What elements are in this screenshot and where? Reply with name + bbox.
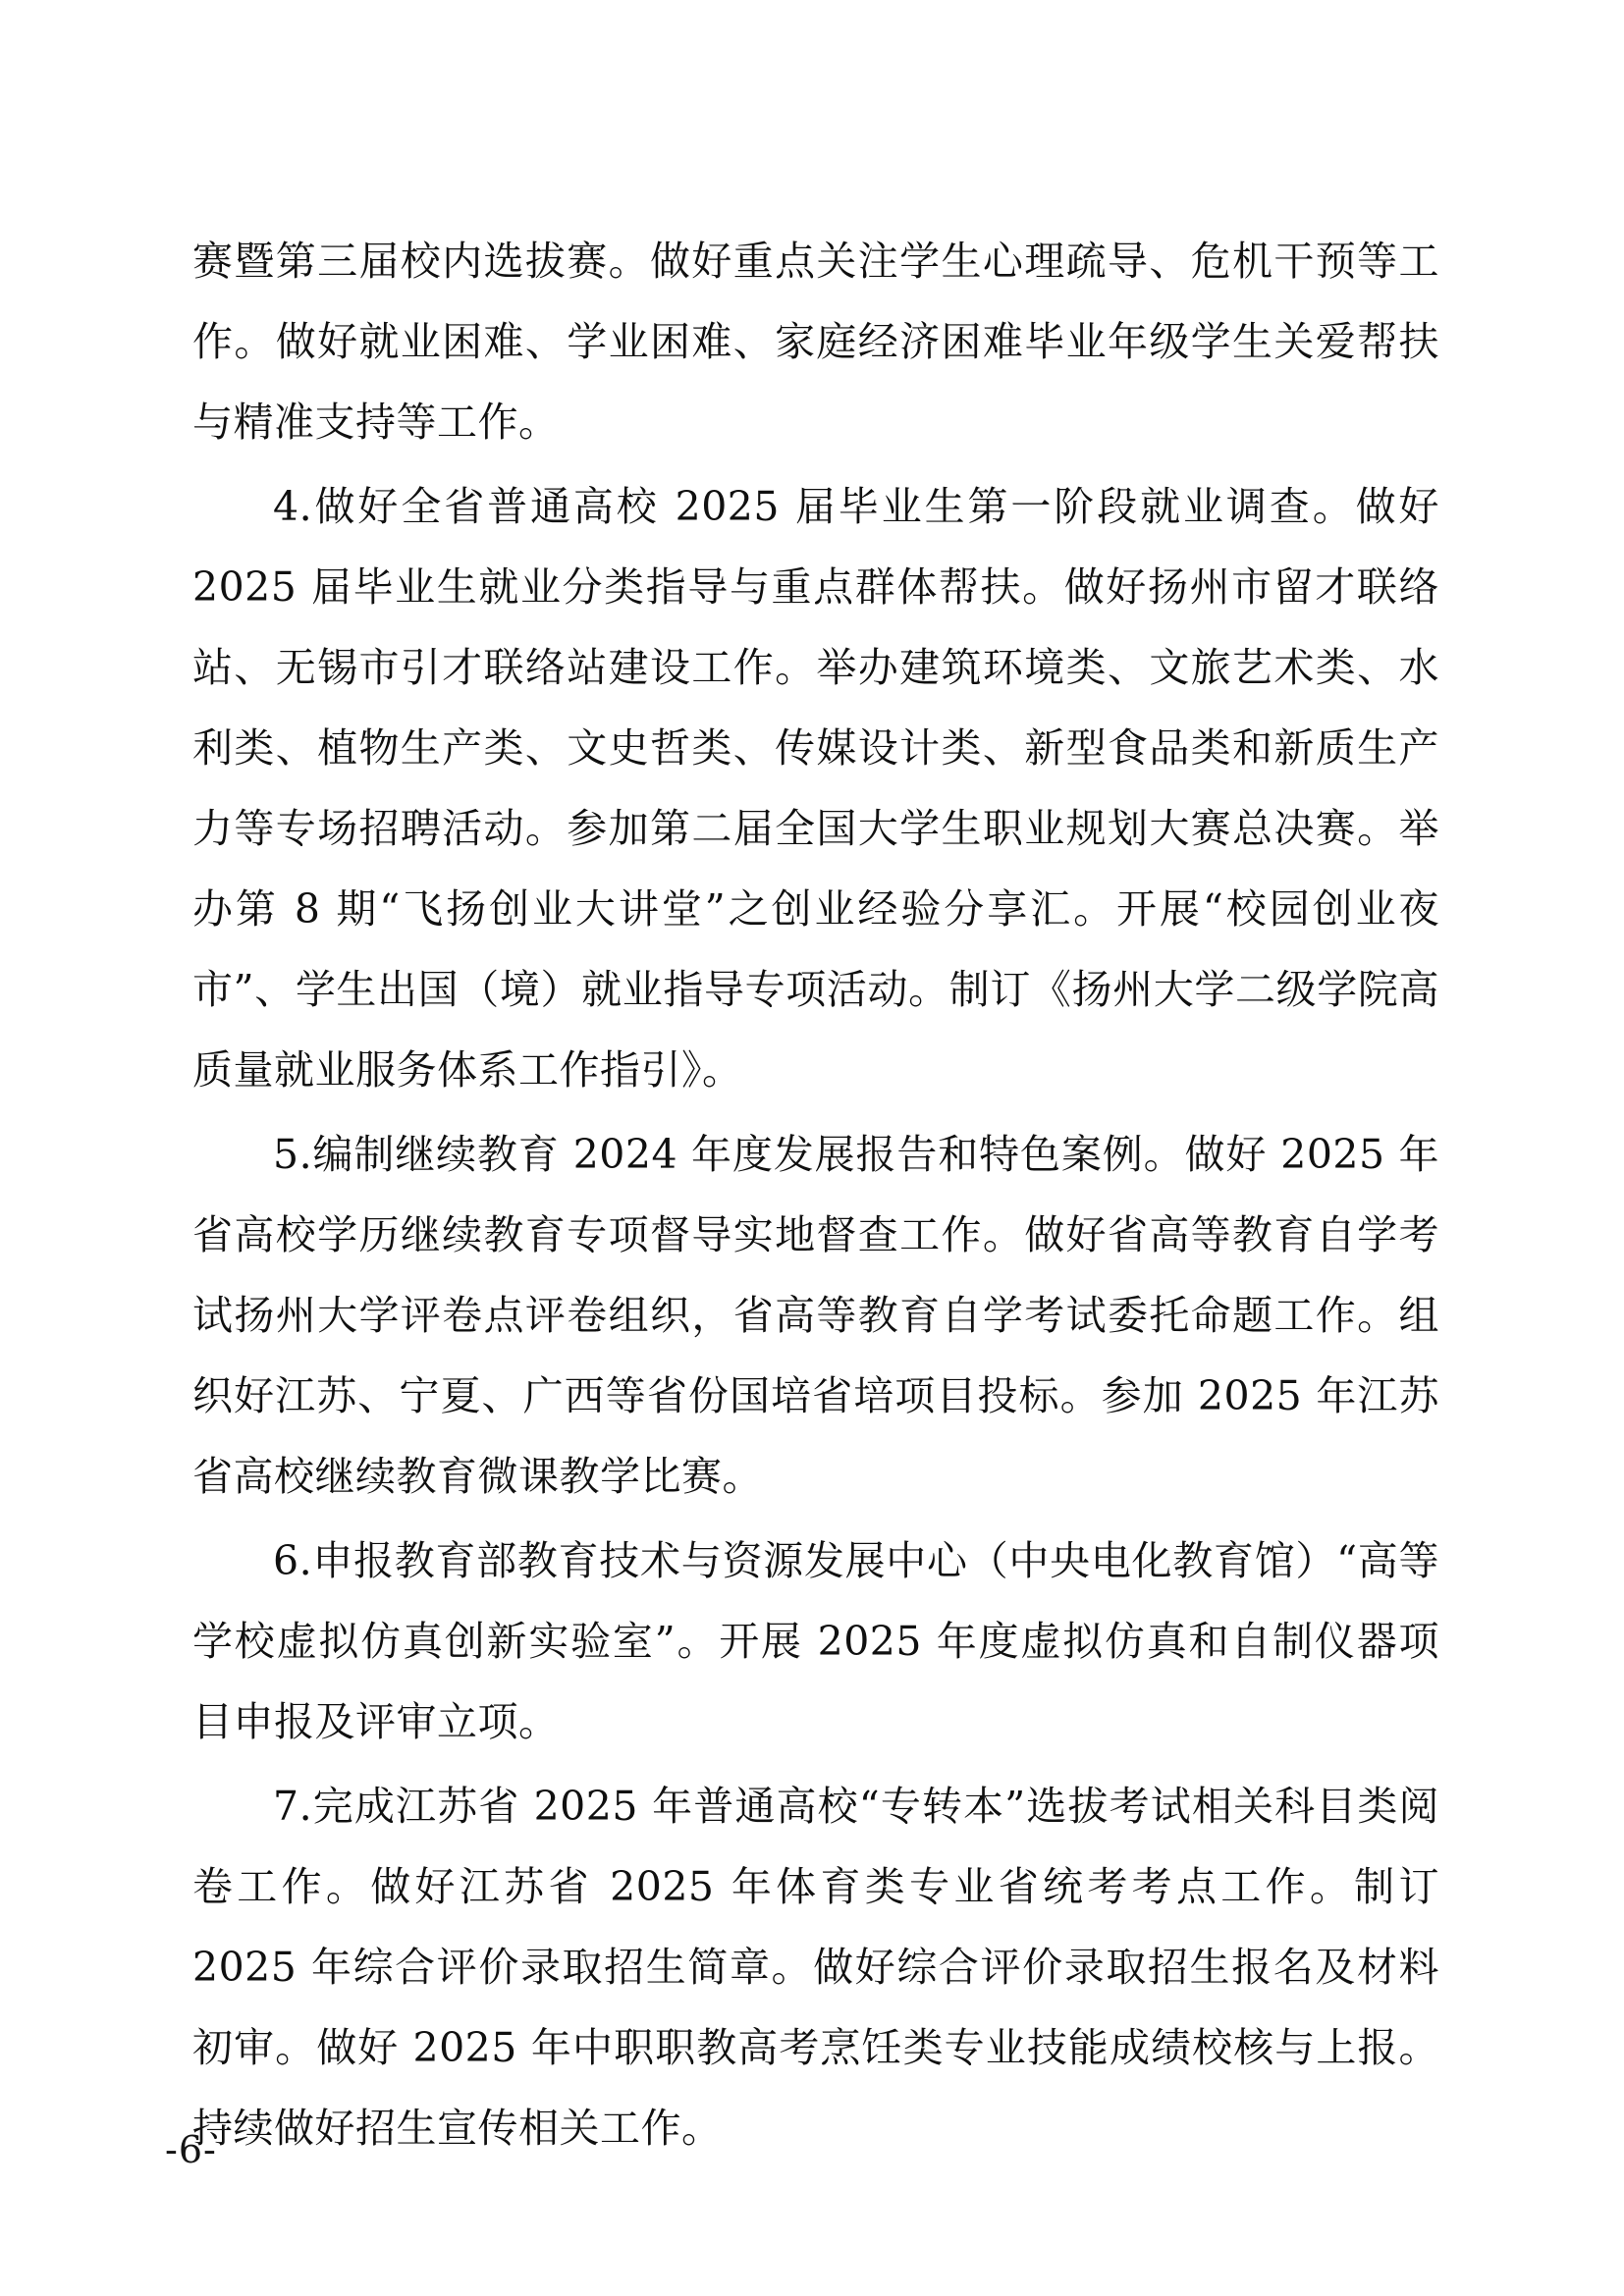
paragraph-item-5: 5.编制继续教育 2024 年度发展报告和特色案例。做好 2025 年省高校学历继续教育专项督导实地督查工作。做好省高等教育自学考试扬州大学评卷点评卷组织，省高等教育自学考试委托命题工作。组织好江苏、宁夏、广西等省份国培省培项目投标。参加 2025 年江苏省高校继续教育微课教学比赛。 [192,1131,1439,1500]
paragraph-item-6: 6.申报教育部教育技术与资源发展中心（中央电化教育馆）“高等学校虚拟仿真创新实验室”。开展 2025 年度虚拟仿真和自制仪器项目申报及评审立项。 [192,1537,1439,1745]
paragraph-continued: 赛暨第三届校内选拔赛。做好重点关注学生心理疏导、危机干预等工作。做好就业困难、学业困难、家庭经济困难毕业年级学生关爱帮扶与精准支持等工作。 [192,238,1439,446]
paragraph-item-4: 4.做好全省普通高校 2025 届毕业生第一阶段就业调查。做好 2025 届毕业生就业分类指导与重点群体帮扶。做好扬州市留才联络站、无锡市引才联络站建设工作。举办建筑环境类、文旅艺术类、水利类、植物生产类、文史哲类、传媒设计类、新型食品类和新质生产力等专场招聘活动。参加第二届全国大学生职业规划大赛总决赛。举办第 8 期“飞扬创业大讲堂”之创业经验分享汇。开展“校园创业夜市”、学生出国（境）就业指导专项活动。制订《扬州大学二级学院高质量就业服务体系工作指引》。 [192,483,1453,1094]
page-number: -6- [165,2128,217,2171]
page-body [192,221,1453,2172]
paragraph-item-7: 7.完成江苏省 2025 年普通高校“专转本”选拔考试相关科目类阅卷工作。做好江苏省 2025 年体育类专业省统考考点工作。制订 2025 年综合评价录取招生简章。做好综合评价录取招生报名及材料初审。做好 2025 年中职职教高考烹饪类专业技能成绩校核与上报。持续做好招生宣传相关工作。 [192,1783,1453,2152]
